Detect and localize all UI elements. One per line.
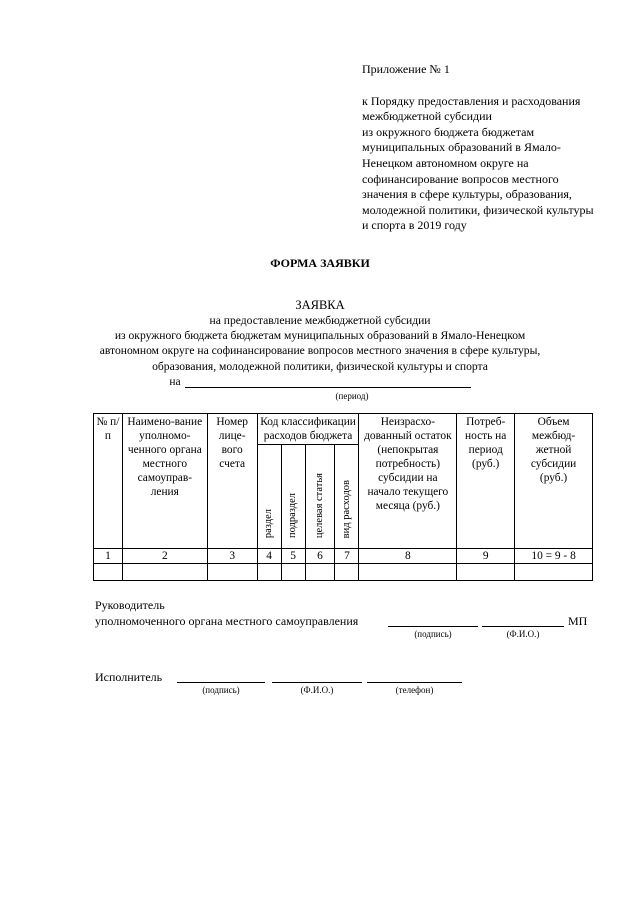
application-line: из окружного бюджета бюджетам муниципальных образований в Ямало-Ненецком bbox=[114, 329, 526, 343]
column-number: 8 bbox=[359, 549, 457, 564]
annex-line: из окружного бюджета бюджетам bbox=[362, 124, 535, 139]
executor-signature-line[interactable] bbox=[177, 682, 265, 683]
column-number: 2 bbox=[122, 549, 207, 564]
application-line: образования, молодежной политики, физической культуры и спорта bbox=[152, 359, 488, 373]
column-number: 3 bbox=[207, 549, 257, 564]
column-number: 7 bbox=[335, 549, 359, 564]
period-input-line[interactable] bbox=[185, 376, 471, 388]
header-account-number: Номер лице-вого счета bbox=[207, 414, 257, 549]
annex-line: значения в сфере культуры, образования, bbox=[362, 187, 572, 202]
executor-fio-line[interactable] bbox=[272, 682, 362, 683]
application-line: на предоставление межбюджетной субсидии bbox=[209, 314, 431, 327]
head-signature-line[interactable] bbox=[388, 626, 478, 627]
header-period-need: Потреб-ность на период (руб.) bbox=[457, 414, 515, 549]
executor-phone-caption: (телефон) bbox=[395, 685, 434, 695]
header-authority-name: Наимено-вание уполномо-ченного органа местного самоуправ-ления bbox=[122, 414, 207, 549]
header-section: раздел bbox=[257, 445, 281, 549]
application-title: ЗАЯВКА bbox=[295, 298, 345, 312]
annex-line: софинансирование вопросов местного bbox=[362, 171, 559, 186]
application-line: автономном округе на софинансирование вопросов местного значения в сфере культуры, bbox=[99, 344, 541, 358]
head-fio-line[interactable] bbox=[482, 626, 564, 627]
header-target-article: целевая статья bbox=[305, 445, 335, 549]
form-title: ФОРМА ЗАЯВКИ bbox=[270, 256, 370, 270]
column-number: 5 bbox=[281, 549, 305, 564]
executor-label: Исполнитель bbox=[95, 670, 163, 684]
header-expense-type: вид расходов bbox=[335, 445, 359, 549]
column-number: 1 bbox=[94, 549, 123, 564]
executor-signature-caption: (подпись) bbox=[202, 685, 240, 695]
annex-line: Ненецком автономном округе на bbox=[362, 155, 529, 170]
application-description bbox=[0, 313, 640, 374]
column-numbers-row bbox=[94, 549, 593, 564]
head-authority-label: уполномоченного органа местного самоуправления bbox=[95, 614, 359, 628]
column-number: 10 = 9 - 8 bbox=[515, 549, 593, 564]
annex-title: Приложение № 1 bbox=[362, 62, 450, 76]
period-prefix: на bbox=[169, 376, 181, 388]
header-budget-classification: Код классификации расходов бюджета bbox=[257, 414, 359, 445]
column-number: 4 bbox=[257, 549, 281, 564]
header-unspent-balance: Неизрасхо-дованный остаток (непокрытая потребность) субсидии на начало текущего месяца (руб.) bbox=[359, 414, 457, 549]
application-table bbox=[93, 413, 593, 581]
header-subsidy-volume: Объем межбюд-жетной субсидии (руб.) bbox=[515, 414, 593, 549]
head-label: Руководитель bbox=[95, 598, 165, 612]
annex-line: к Порядку предоставления и расходования bbox=[362, 93, 581, 108]
column-number: 6 bbox=[305, 549, 335, 564]
header-number: № п/п bbox=[94, 414, 123, 549]
annex-line: муниципальных образований в Ямало- bbox=[362, 140, 561, 155]
period-field bbox=[0, 376, 640, 388]
seal-label: МП bbox=[568, 614, 588, 628]
annex-line: и спорта в 2019 году bbox=[362, 218, 467, 233]
head-fio-caption: (Ф.И.О.) bbox=[506, 629, 540, 639]
annex-block bbox=[362, 62, 632, 234]
annex-line: молодежной политики, физической культуры bbox=[362, 202, 594, 217]
table-row[interactable] bbox=[94, 564, 593, 581]
column-number: 9 bbox=[457, 549, 515, 564]
header-subsection: подраздел bbox=[281, 445, 305, 549]
executor-fio-caption: (Ф.И.О.) bbox=[300, 685, 334, 695]
head-signature-caption: (подпись) bbox=[414, 629, 452, 639]
executor-phone-line[interactable] bbox=[367, 682, 462, 683]
period-caption: (период) bbox=[335, 391, 369, 401]
annex-line: межбюджетной субсидии bbox=[362, 109, 492, 124]
